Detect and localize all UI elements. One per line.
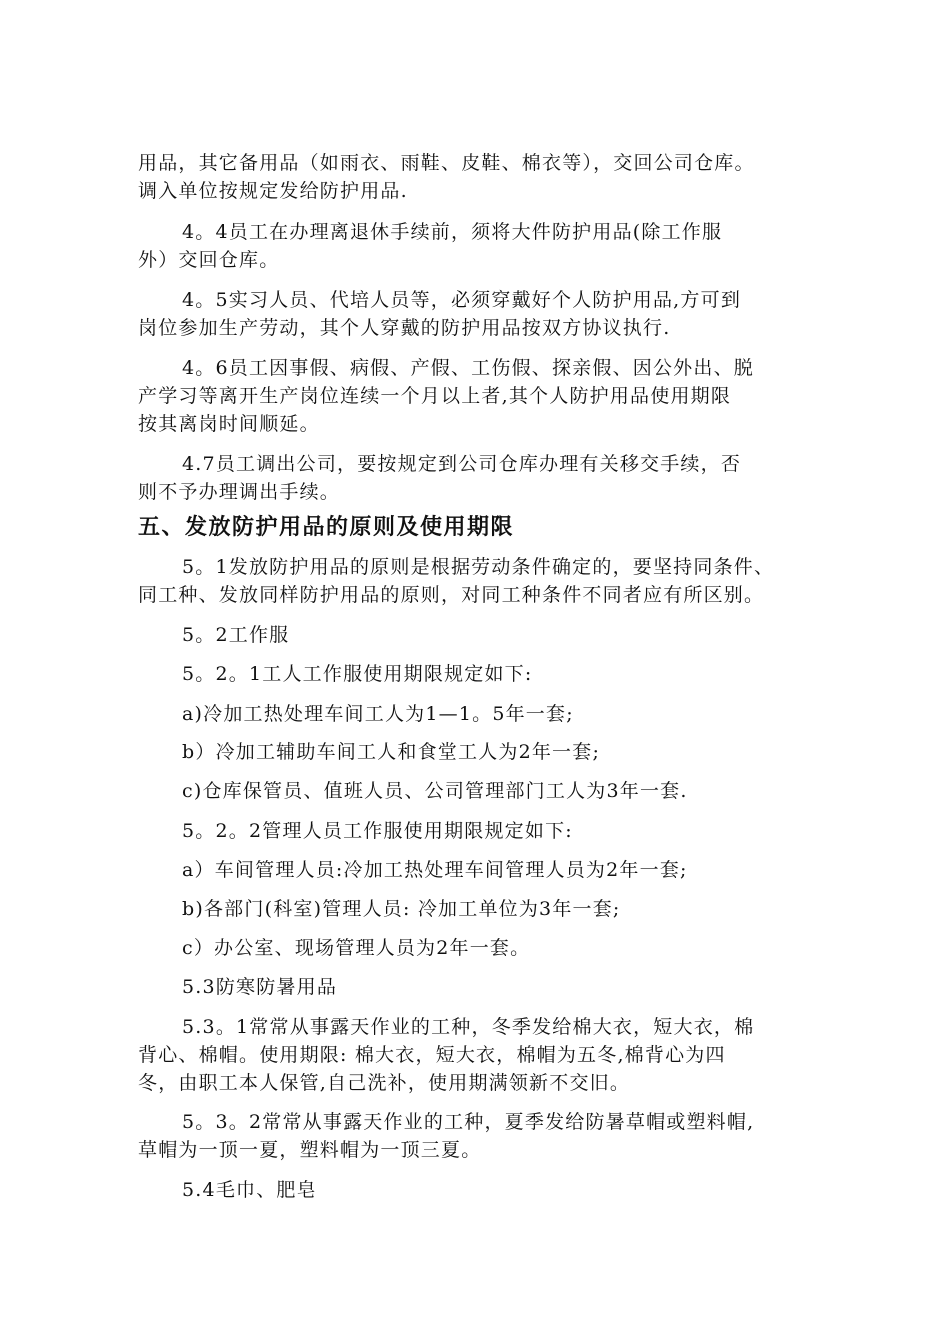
text-line: 草帽为一顶一夏，塑料帽为一顶三夏。 [138, 1139, 482, 1161]
text-line: c)仓库保管员、值班人员、公司管理部门工人为3年一套. [182, 780, 688, 802]
text-line: 5。3。2常常从事露天作业的工种，夏季发给防暑草帽或塑料帽, [182, 1111, 755, 1133]
text-line: 岗位参加生产劳动，其个人穿戴的防护用品按双方协议执行. [138, 317, 671, 339]
text-line: 5。2。2管理人员工作服使用期限规定如下: [182, 820, 573, 842]
text-line: 5.4毛巾、肥皂 [182, 1179, 317, 1201]
text-line: 4。4员工在办理离退休手续前，须将大件防护用品(除工作服 [182, 221, 723, 243]
text-line: 背心、棉帽。使用期限: 棉大衣，短大衣，棉帽为五冬,棉背心为四 [138, 1044, 726, 1066]
text-line: 按其离岗时间顺延。 [138, 413, 320, 435]
text-line: a）车间管理人员:冷加工热处理车间管理人员为2年一套; [182, 859, 688, 881]
text-line: b）冷加工辅助车间工人和食堂工人为2年一套; [182, 741, 601, 763]
text-line: a)冷加工热处理车间工人为1—1。5年一套; [182, 703, 574, 725]
text-line: b)各部门(科室)管理人员: 冷加工单位为3年一套; [182, 898, 621, 920]
text-line: 用品，其它备用品（如雨衣、雨鞋、皮鞋、棉衣等），交回公司仓库。 [138, 152, 755, 174]
text-line: 冬，由职工本人保管,自己洗补，使用期满领新不交旧。 [138, 1072, 631, 1094]
text-line: 外）交回仓库。 [138, 249, 280, 271]
text-line: c）办公室、现场管理人员为2年一套。 [182, 937, 531, 959]
text-line: 5。2。1工人工作服使用期限规定如下: [182, 663, 533, 685]
text-line: 5。2工作服 [182, 624, 290, 646]
text-line: 产学习等离开生产岗位连续一个月以上者,其个人防护用品使用期限 [138, 385, 732, 407]
text-line: 4.7员工调出公司，要按规定到公司仓库办理有关移交手续，否 [182, 453, 742, 475]
text-line: 5.3。1常常从事露天作业的工种，冬季发给棉大衣，短大衣，棉 [182, 1016, 755, 1038]
text-line: 4。5实习人员、代培人员等，必须穿戴好个人防护用品,方可到 [182, 289, 742, 311]
text-line: 则不予办理调出手续。 [138, 481, 341, 503]
text-line: 5.3防寒防暑用品 [182, 976, 338, 998]
section-heading: 五、发放防护用品的原则及使用期限 [138, 515, 515, 540]
text-line: 调入单位按规定发给防护用品. [138, 180, 408, 202]
text-line: 5。1发放防护用品的原则是根据劳动条件确定的，要坚持同条件、 [182, 556, 775, 578]
text-line: 4。6员工因事假、病假、产假、工伤假、探亲假、因公外出、脱 [182, 357, 754, 379]
text-line: 同工种、发放同样防护用品的原则，对同工种条件不同者应有所区别。 [138, 584, 765, 606]
